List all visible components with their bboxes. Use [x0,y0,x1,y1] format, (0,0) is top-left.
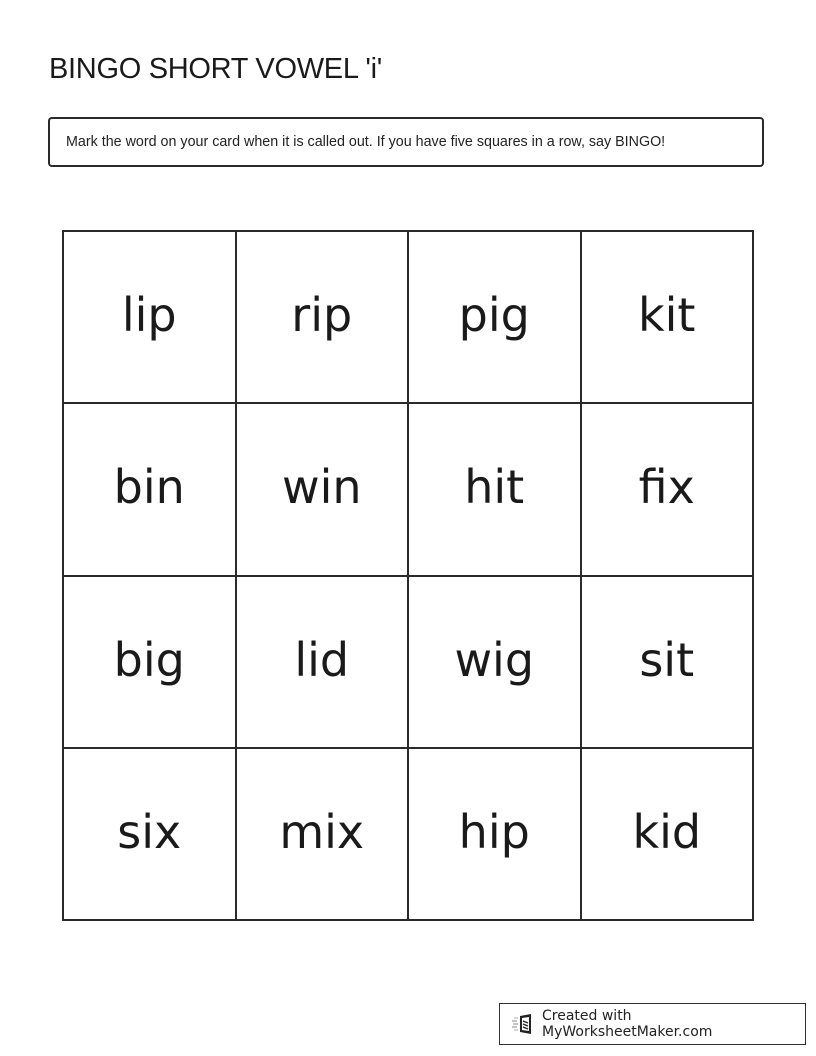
bingo-cell [236,748,409,920]
bingo-cell [408,231,581,403]
bingo-word: mix [279,804,365,859]
bingo-word: kit [638,288,696,343]
bingo-word: bin [113,460,185,515]
bingo-cell [63,748,236,920]
bingo-word: sit [639,632,695,687]
bingo-cell [581,576,754,748]
bingo-word: hit [464,460,525,515]
bingo-row [63,576,753,748]
footer-credit[interactable] [499,1003,806,1045]
bingo-cell [236,403,409,575]
bingo-cell [408,403,581,575]
bingo-word: lip [121,288,177,343]
bingo-word: six [117,804,182,859]
bingo-word: pig [458,288,530,343]
bingo-cell [63,576,236,748]
instructions-text: Mark the word on your card when it is called out. If you have five squares in a row, say BINGO! [66,134,666,150]
bingo-cell [408,576,581,748]
bingo-cell [581,748,754,920]
bingo-card-grid [62,230,754,921]
bingo-word: kid [632,804,702,859]
bingo-cell [63,403,236,575]
bingo-cell [408,748,581,920]
bingo-cell [236,231,409,403]
bingo-word: hip [458,804,530,859]
bingo-word: win [281,460,362,515]
footer-text: Created with MyWorksheetMaker.com [542,1008,713,1040]
bingo-word: big [113,632,185,687]
bingo-row [63,231,753,403]
bingo-row [63,403,753,575]
bingo-word: lid [294,632,350,687]
bingo-word: wig [454,632,535,687]
bingo-word: fix [638,460,695,515]
instructions-box [48,117,764,167]
bingo-cell [63,231,236,403]
bingo-row [63,748,753,920]
bingo-cell [236,576,409,748]
bingo-cell [581,231,754,403]
bingo-word: rip [291,288,353,343]
worksheet-maker-logo-icon [512,1014,534,1034]
bingo-cell [581,403,754,575]
page-title: BINGO SHORT VOWEL 'i' [49,53,382,85]
